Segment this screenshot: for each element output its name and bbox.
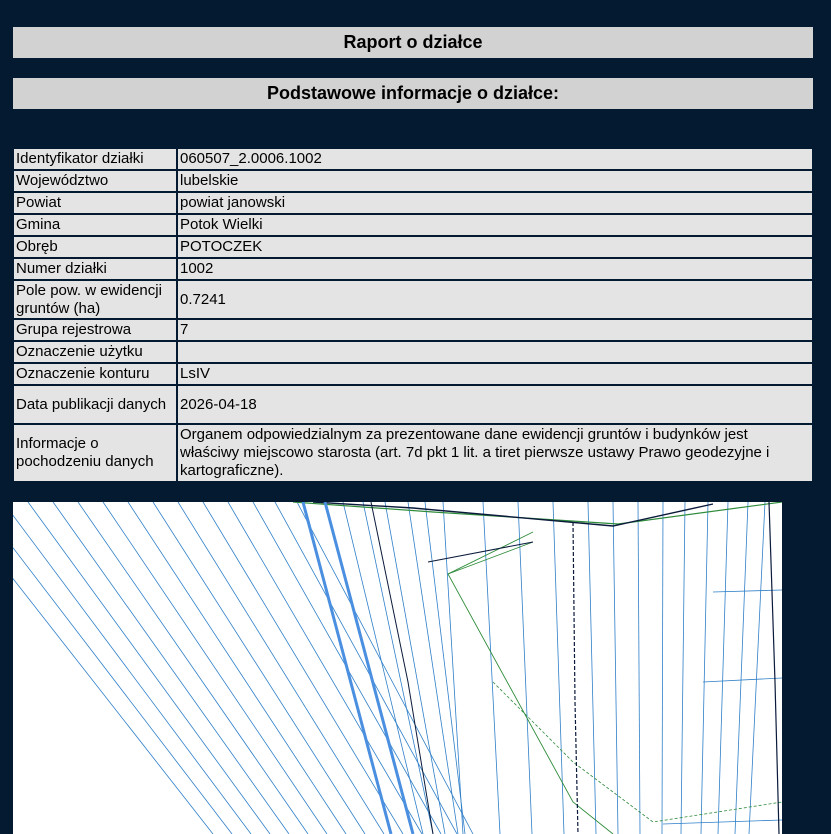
parcel-line bbox=[613, 502, 618, 834]
row-value: Potok Wielki bbox=[176, 215, 812, 235]
boundary-line bbox=[428, 542, 533, 562]
parcel-line bbox=[128, 502, 346, 834]
table-row bbox=[14, 364, 812, 384]
row-value: 7 bbox=[176, 320, 812, 340]
parcel-line bbox=[343, 502, 423, 834]
parcel-line bbox=[662, 502, 663, 834]
selected-parcel-outline bbox=[303, 502, 413, 834]
row-value: 060507_2.0006.1002 bbox=[176, 149, 812, 169]
row-label: Oznaczenie konturu bbox=[14, 364, 176, 384]
row-label: Grupa rejestrowa bbox=[14, 320, 176, 340]
parcel-map-canvas bbox=[13, 502, 782, 834]
row-value: Organem odpowiedzialnym za prezentowane dane ewidencji gruntów i budynków jest właściwy miejscowo starosta (art. 7d pkt 1 lit. a tiret pierwsze ustawy Prawo geodezyjne i kartograficzne). bbox=[176, 425, 812, 481]
parcel-line bbox=[483, 502, 500, 834]
table-row bbox=[14, 342, 812, 362]
parcel-line bbox=[518, 502, 532, 834]
parcel-line bbox=[103, 502, 327, 834]
table-row bbox=[14, 171, 812, 191]
parcel-line bbox=[703, 678, 782, 682]
table-row bbox=[14, 259, 812, 279]
row-value: 1002 bbox=[176, 259, 812, 279]
parcel-line bbox=[443, 502, 463, 834]
table-row bbox=[14, 320, 812, 340]
parcel-line bbox=[363, 502, 433, 834]
parcel-line bbox=[718, 502, 728, 834]
parcel-line bbox=[228, 502, 422, 834]
parcel-line bbox=[638, 502, 640, 834]
contour-line bbox=[448, 532, 613, 834]
parcel-line bbox=[297, 502, 473, 834]
row-value: POTOCZEK bbox=[176, 237, 812, 257]
row-value: lubelskie bbox=[176, 171, 812, 191]
parcel-line bbox=[28, 502, 270, 834]
contour-line bbox=[493, 682, 782, 822]
parcel-line bbox=[153, 502, 365, 834]
boundary-line bbox=[769, 502, 779, 834]
table-row bbox=[14, 281, 812, 318]
table-row bbox=[14, 215, 812, 235]
parcel-line bbox=[203, 502, 403, 834]
table-row bbox=[14, 149, 812, 169]
table-row bbox=[14, 193, 812, 213]
row-label: Obręb bbox=[14, 237, 176, 257]
parcel-line bbox=[13, 502, 213, 834]
row-value: powiat janowski bbox=[176, 193, 812, 213]
row-label: Identyfikator działki bbox=[14, 149, 176, 169]
table-row bbox=[14, 425, 812, 481]
boundary-line bbox=[371, 502, 433, 834]
parcel-line bbox=[425, 502, 465, 834]
table-row bbox=[14, 386, 812, 423]
row-value: 0.7241 bbox=[176, 281, 812, 318]
parcel-line bbox=[385, 502, 445, 834]
boundary-line bbox=[573, 522, 578, 834]
parcel-line bbox=[408, 502, 458, 834]
parcel-info-table bbox=[14, 147, 812, 483]
row-label: Informacje o pochodzeniu danych bbox=[14, 425, 176, 481]
parcel-line bbox=[749, 502, 765, 834]
section-heading: Podstawowe informacje o działce: bbox=[13, 78, 813, 109]
row-value: LsIV bbox=[176, 364, 812, 384]
row-label: Gmina bbox=[14, 215, 176, 235]
parcel-line bbox=[735, 502, 748, 834]
table-row bbox=[14, 237, 812, 257]
row-label: Numer działki bbox=[14, 259, 176, 279]
row-label: Województwo bbox=[14, 171, 176, 191]
parcel-line bbox=[53, 502, 289, 834]
row-label: Powiat bbox=[14, 193, 176, 213]
row-label: Data publikacji danych bbox=[14, 386, 176, 423]
parcel-map[interactable] bbox=[13, 502, 782, 834]
selected-parcel-edge bbox=[325, 502, 413, 834]
parcel-line bbox=[275, 502, 457, 834]
parcel-line bbox=[701, 502, 708, 834]
row-value: 2026-04-18 bbox=[176, 386, 812, 423]
parcel-line bbox=[553, 502, 564, 834]
parcel-line bbox=[588, 502, 596, 834]
row-label: Pole pow. w ewidencji gruntów (ha) bbox=[14, 281, 176, 318]
report-title: Raport o działce bbox=[13, 27, 813, 58]
row-label: Oznaczenie użytku bbox=[14, 342, 176, 362]
row-value bbox=[176, 342, 812, 362]
parcel-line bbox=[78, 502, 308, 834]
parcel-lines bbox=[13, 502, 782, 834]
selected-parcel-edge bbox=[303, 502, 391, 834]
parcel-line bbox=[681, 502, 685, 834]
parcel-line bbox=[13, 502, 232, 834]
